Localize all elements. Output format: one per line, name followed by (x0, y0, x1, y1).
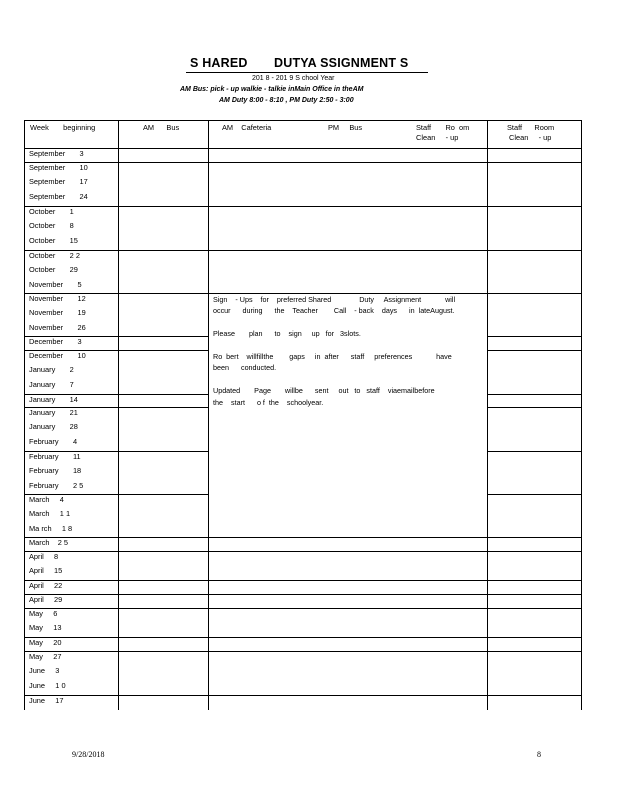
row-divider (24, 594, 581, 595)
week-cell: May 27 June 3 June 1 0 (29, 652, 66, 690)
week-cell: November 12 November 19 November 26 (29, 294, 86, 332)
week-cell: April 8 April 15 (29, 552, 63, 576)
week-cell: April 29 (29, 595, 63, 604)
week-cell: December 3 (29, 337, 82, 346)
title-part-2: DUTYA SSIGNMENT S (274, 56, 409, 70)
school-year-line: 201 8 - 201 9 S chool Year (252, 75, 335, 82)
footer-date: 9/28/2018 (72, 750, 105, 759)
column-divider (208, 120, 209, 710)
note-line: the start o f the schoolyear. (213, 398, 324, 407)
note-line: been conducted. (213, 363, 277, 372)
row-divider (487, 336, 581, 337)
row-divider (487, 394, 581, 395)
row-divider (487, 350, 581, 351)
row-divider (24, 148, 581, 149)
row-divider (24, 637, 581, 638)
row-divider (24, 250, 581, 251)
row-divider (24, 162, 581, 163)
row-divider (24, 608, 581, 609)
week-cell: September 3 (29, 149, 84, 158)
note-line: Ro bert willfillthe gaps in after staff preferences have (213, 352, 452, 361)
am-bus-line: AM Bus: pick - up walkie - talkie inMain Office in theAM (180, 86, 364, 93)
note-line: Updated Page willbe sent out to staff viaemailbefore (213, 386, 435, 395)
row-divider (487, 451, 581, 452)
note-line: Please plan to sign up for 3slots. (213, 329, 361, 338)
week-cell: March 2 5 (29, 538, 69, 547)
row-divider (24, 120, 581, 121)
duty-times-line: AM Duty 8:00 - 8:10 , PM Duty 2:50 - 3:00 (219, 97, 354, 104)
row-divider (24, 537, 581, 538)
row-divider (487, 407, 581, 408)
week-cell: March 4 March 1 1 Ma rch 1 8 (29, 495, 73, 533)
week-cell: October 2 2 October 29 November 5 (29, 251, 82, 289)
column-divider (487, 120, 488, 710)
header-staff-room-clean-up: Staff Ro om Clean - up (416, 123, 470, 142)
week-cell: April 22 (29, 581, 63, 590)
row-divider (24, 293, 581, 294)
footer-page-number: 8 (537, 750, 541, 759)
title-underline (186, 72, 428, 73)
week-cell: February 11 February 18 February 2 5 (29, 452, 84, 490)
week-cell: May 20 (29, 638, 62, 647)
header-week-beginning: Week beginning (30, 123, 96, 132)
header-staff-room-clean-up: Staff Room Clean - up (507, 123, 555, 142)
header-pm-bus: PM Bus (328, 123, 363, 132)
column-divider (118, 120, 119, 710)
row-divider (24, 206, 581, 207)
row-divider (24, 695, 581, 696)
header-am-bus: AM Bus (143, 123, 180, 132)
week-cell: January 21 January 28 February 4 (29, 408, 78, 446)
row-divider (24, 651, 581, 652)
header-am-cafeteria: AM Cafeteria (222, 123, 272, 132)
week-cell: June 17 (29, 696, 64, 705)
note-line: Sign - Ups for preferred Shared Duty Assignment will (213, 295, 456, 304)
row-divider (24, 551, 581, 552)
week-cell: May 6 May 13 (29, 609, 62, 633)
week-cell: September 10 September 17 September 24 (29, 163, 88, 201)
title-part-1: S HARED (190, 56, 248, 70)
note-line: occur during the Teacher Call - back days in lateAugust. (213, 306, 455, 315)
row-divider (487, 494, 581, 495)
duty-table (24, 120, 582, 710)
week-cell: December 10 January 2 January 7 (29, 351, 86, 389)
week-cell: January 14 (29, 395, 78, 404)
row-divider (24, 580, 581, 581)
week-cell: October 1 October 8 October 15 (29, 207, 78, 245)
